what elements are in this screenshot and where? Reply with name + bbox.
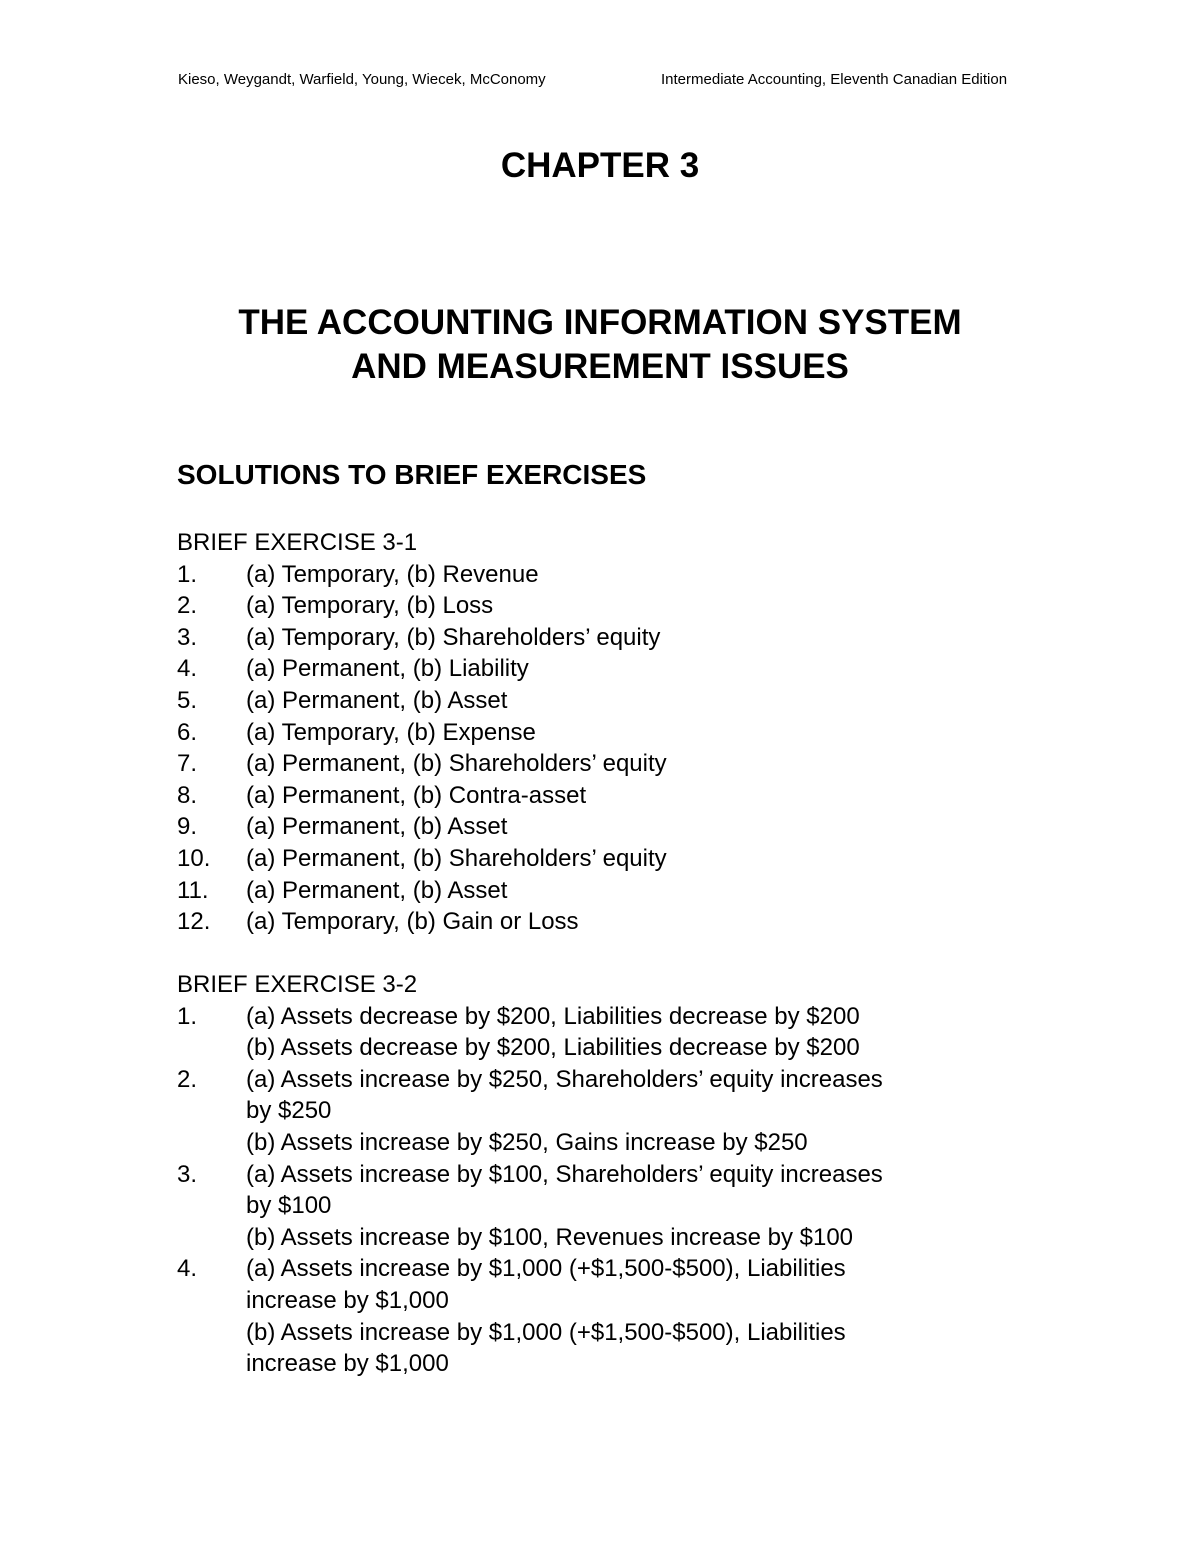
- list-item: [177, 685, 1057, 717]
- item-number: 3.: [177, 623, 198, 651]
- item-text: by $250: [246, 1097, 332, 1125]
- item-text: increase by $1,000: [246, 1350, 449, 1378]
- item-text: (a) Permanent, (b) Shareholders’ equity: [246, 750, 667, 778]
- item-number: 12.: [177, 908, 211, 936]
- item-text: (a) Permanent, (b) Liability: [246, 655, 529, 683]
- item-text: (a) Permanent, (b) Contra-asset: [246, 781, 587, 809]
- list-item: [177, 717, 1057, 749]
- list-item: [177, 559, 1057, 591]
- item-number: 10.: [177, 844, 211, 872]
- item-text: (a) Permanent, (b) Shareholders’ equity: [246, 844, 667, 872]
- item-text: (a) Assets increase by $250, Shareholders’ equity increases: [246, 1065, 883, 1093]
- brief-exercise-3-2: [177, 969, 1057, 1380]
- item-text: (a) Temporary, (b) Revenue: [246, 560, 539, 588]
- section-heading: SOLUTIONS TO BRIEF EXERCISES: [177, 459, 647, 490]
- item-number: 5.: [177, 686, 198, 714]
- item-number: 2.: [177, 592, 198, 620]
- item-text: (b) Assets increase by $250, Gains increase by $250: [246, 1128, 808, 1156]
- list-item: [177, 811, 1057, 843]
- item-number: 3.: [177, 1160, 198, 1188]
- item-number: 4.: [177, 655, 198, 683]
- list-item: [177, 748, 1057, 780]
- chapter-heading: CHAPTER 3: [500, 146, 700, 185]
- header-authors: Kieso, Weygandt, Warfield, Young, Wiecek, McConomy: [178, 71, 546, 88]
- item-number: 1.: [177, 560, 198, 588]
- item-number: 11.: [177, 876, 209, 904]
- item-number: 4.: [177, 1255, 198, 1283]
- list-item: [177, 1064, 1057, 1159]
- list-item: [177, 875, 1057, 907]
- item-text: (a) Permanent, (b) Asset: [246, 686, 508, 714]
- chapter-title: [0, 301, 1200, 389]
- item-number: 9.: [177, 813, 198, 841]
- item-text: (a) Temporary, (b) Gain or Loss: [246, 908, 579, 936]
- item-text: (a) Assets increase by $1,000 (+$1,500-$500), Liabilities: [246, 1255, 846, 1283]
- item-text: (a) Temporary, (b) Loss: [246, 592, 494, 620]
- item-text: (b) Assets decrease by $200, Liabilities decrease by $200: [246, 1034, 860, 1062]
- item-text: increase by $1,000: [246, 1286, 449, 1314]
- list-item: [177, 843, 1057, 875]
- item-number: 8.: [177, 781, 198, 809]
- item-text: (a) Permanent, (b) Asset: [246, 813, 508, 841]
- list-item: [177, 1253, 1057, 1379]
- item-number: 7.: [177, 750, 198, 778]
- item-text: (b) Assets increase by $100, Revenues increase by $100: [246, 1223, 854, 1251]
- item-text: (a) Temporary, (b) Expense: [246, 718, 536, 746]
- list-item: [177, 1159, 1057, 1254]
- item-number: 6.: [177, 718, 198, 746]
- item-text: (a) Assets decrease by $200, Liabilities decrease by $200: [246, 1002, 860, 1030]
- item-text: (a) Permanent, (b) Asset: [246, 876, 508, 904]
- header-book-title: Intermediate Accounting, Eleventh Canadian Edition: [661, 71, 1008, 88]
- list-item: [177, 622, 1057, 654]
- exercise-heading: BRIEF EXERCISE 3-1: [177, 529, 418, 556]
- exercise-heading: BRIEF EXERCISE 3-2: [177, 971, 418, 998]
- item-text: by $100: [246, 1192, 332, 1220]
- item-text: (a) Assets increase by $100, Shareholders’ equity increases: [246, 1160, 883, 1188]
- item-number: 2.: [177, 1065, 198, 1093]
- item-text: (a) Temporary, (b) Shareholders’ equity: [246, 623, 661, 651]
- list-item: [177, 653, 1057, 685]
- item-number: 1.: [177, 1002, 198, 1030]
- chapter-title-line: THE ACCOUNTING INFORMATION SYSTEM: [238, 303, 962, 342]
- brief-exercise-3-1: [177, 527, 1057, 938]
- chapter-title-line: AND MEASUREMENT ISSUES: [351, 347, 849, 386]
- list-item: [177, 1001, 1057, 1064]
- list-item: [177, 780, 1057, 812]
- list-item: [177, 906, 1057, 938]
- list-item: [177, 590, 1057, 622]
- item-text: (b) Assets increase by $1,000 (+$1,500-$500), Liabilities: [246, 1318, 846, 1346]
